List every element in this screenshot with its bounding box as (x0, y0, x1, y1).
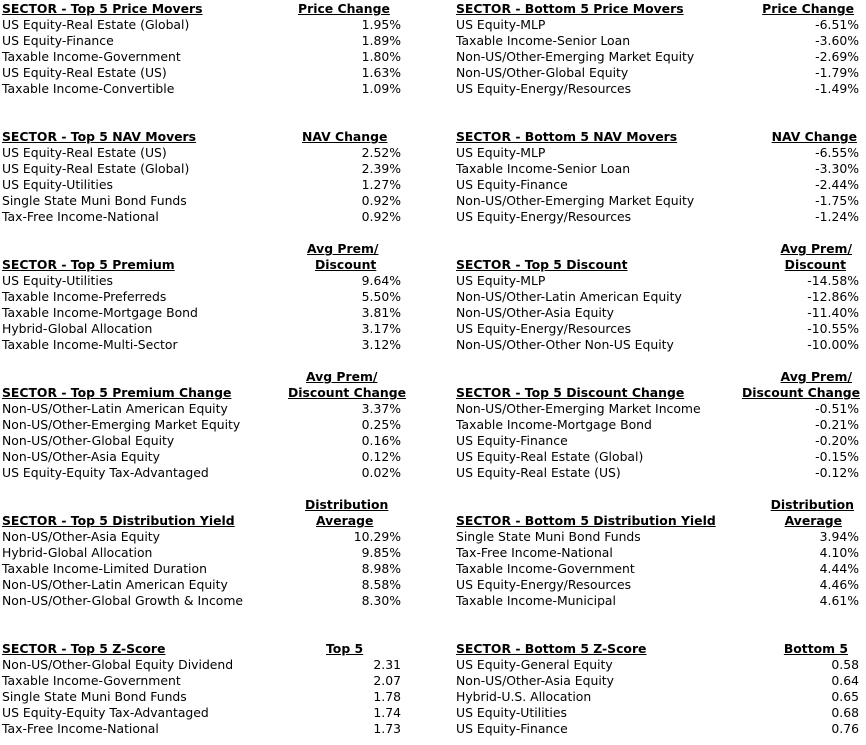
column-header: Avg Prem/ (306, 369, 378, 384)
sector-value: 1.80% (361, 49, 401, 64)
table-row (0, 401, 404, 417)
sector-value: 4.44% (819, 561, 859, 576)
sector-name: US Equity-Finance (2, 33, 114, 48)
table-row (0, 577, 404, 593)
sector-value: 8.58% (361, 577, 401, 592)
sector-value: 0.58 (831, 657, 859, 672)
sector-value: -1.79% (815, 65, 859, 80)
table-row (0, 529, 404, 545)
sector-name: US Equity-Real Estate (Global) (456, 449, 644, 464)
sector-name: US Equity-Energy/Resources (456, 577, 632, 592)
sector-value: -6.55% (815, 145, 859, 160)
table-row (0, 145, 404, 161)
table-row (454, 561, 862, 577)
sector-value: 0.64 (831, 673, 859, 688)
column-header: Bottom 5 (783, 641, 848, 656)
section-title: SECTOR - Bottom 5 Z-Score (456, 641, 647, 656)
sector-name: Non-US/Other-Latin American Equity (456, 289, 682, 304)
sector-value: -0.20% (815, 433, 859, 448)
sector-name: Taxable Income-Mortgage Bond (2, 305, 198, 320)
sector-value: 1.63% (361, 65, 401, 80)
column-header: Top 5 (326, 641, 364, 656)
top-z-score-section (0, 641, 404, 737)
sector-name: US Equity-Utilities (2, 273, 113, 288)
sector-name: US Equity-Energy/Resources (456, 321, 632, 336)
sector-name: Taxable Income-Limited Duration (2, 561, 207, 576)
table-row (454, 65, 862, 81)
table-row (0, 305, 404, 321)
sector-name: Tax-Free Income-National (2, 721, 159, 736)
sector-name: Non-US/Other-Asia Equity (2, 449, 160, 464)
bottom-z-score-section (454, 641, 862, 737)
table-row (454, 465, 862, 481)
sector-value: 9.64% (361, 273, 401, 288)
table-row (0, 49, 404, 65)
sector-value: 2.31 (373, 657, 401, 672)
sector-name: Single State Muni Bond Funds (2, 193, 187, 208)
table-row (454, 321, 862, 337)
sector-value: 0.65 (831, 689, 859, 704)
sector-name: Non-US/Other-Emerging Market Equity (456, 193, 695, 208)
table-row (454, 593, 862, 609)
sector-value: 1.89% (361, 33, 401, 48)
column-header: Price Change (762, 1, 854, 16)
table-row (454, 657, 862, 673)
sector-value: 4.10% (819, 545, 859, 560)
sector-value: 3.81% (361, 305, 401, 320)
column-header: Distribution (770, 497, 854, 512)
table-row (0, 593, 404, 609)
sector-name: Non-US/Other-Asia Equity (456, 305, 614, 320)
sector-name: US Equity-Energy/Resources (456, 209, 632, 224)
table-row (454, 81, 862, 97)
table-row (454, 177, 862, 193)
sector-name: Taxable Income-Multi-Sector (2, 337, 178, 352)
sector-value: -1.75% (815, 193, 859, 208)
section-title: SECTOR - Bottom 5 NAV Movers (456, 129, 678, 144)
sector-name: Non-US/Other-Global Equity (2, 433, 175, 448)
sector-name: Non-US/Other-Emerging Market Equity (2, 417, 241, 432)
table-row (0, 81, 404, 97)
sector-name: US Equity-Equity Tax-Advantaged (2, 465, 209, 480)
sector-value: -1.49% (815, 81, 859, 96)
table-row (0, 177, 404, 193)
section-title: SECTOR - Top 5 Price Movers (2, 1, 203, 16)
sector-value: -0.21% (815, 417, 859, 432)
sector-value: 0.25% (361, 417, 401, 432)
section-title: SECTOR - Top 5 Distribution Yield (2, 513, 235, 528)
column-header: Price Change (298, 1, 390, 16)
sector-name: Non-US/Other-Latin American Equity (2, 577, 228, 592)
table-row (0, 65, 404, 81)
sector-value: -12.86% (807, 289, 859, 304)
sector-name: US Equity-General Equity (456, 657, 613, 672)
table-row (454, 433, 862, 449)
sector-name: Non-US/Other-Latin American Equity (2, 401, 228, 416)
sector-value: 0.92% (361, 209, 401, 224)
table-row (454, 449, 862, 465)
sector-value: 1.09% (361, 81, 401, 96)
table-row (0, 657, 404, 673)
sector-value: -10.00% (807, 337, 859, 352)
sector-name: US Equity-Utilities (456, 705, 567, 720)
sector-value: 0.02% (361, 465, 401, 480)
section-title: SECTOR - Bottom 5 Price Movers (456, 1, 684, 16)
sector-value: 4.46% (819, 577, 859, 592)
sector-name: Taxable Income-Government (2, 49, 181, 64)
table-row (0, 289, 404, 305)
sector-value: 0.16% (361, 433, 401, 448)
sector-value: 3.17% (361, 321, 401, 336)
bottom-distribution-yield-section (454, 497, 862, 609)
table-row (454, 161, 862, 177)
sector-value: 3.94% (819, 529, 859, 544)
sector-value: 3.12% (361, 337, 401, 352)
column-header: Discount (315, 257, 377, 272)
sector-value: 3.37% (361, 401, 401, 416)
table-row (454, 545, 862, 561)
section-title: SECTOR - Top 5 Discount (456, 257, 628, 272)
sector-value: 0.76 (831, 721, 859, 736)
sector-value: -14.58% (807, 273, 859, 288)
section-title: SECTOR - Top 5 Discount Change (456, 385, 685, 400)
sector-name: US Equity-MLP (456, 273, 546, 288)
sector-name: Single State Muni Bond Funds (456, 529, 641, 544)
sector-name: US Equity-Real Estate (US) (456, 465, 621, 480)
bottom-nav-movers-section (454, 129, 862, 225)
sector-value: 0.68 (831, 705, 859, 720)
sector-name: Non-US/Other-Global Equity Dividend (2, 657, 234, 672)
top-premium-change-section (0, 369, 407, 481)
sector-value: 1.27% (361, 177, 401, 192)
table-row (454, 689, 862, 705)
sector-value: -11.40% (807, 305, 859, 320)
sector-name: US Equity-MLP (456, 17, 546, 32)
section-title: SECTOR - Top 5 Z-Score (2, 641, 166, 656)
sector-name: Tax-Free Income-National (2, 209, 159, 224)
table-row (454, 401, 862, 417)
sector-name: US Equity-MLP (456, 145, 546, 160)
sector-name: US Equity-Finance (456, 433, 568, 448)
bottom-price-movers-section (454, 1, 862, 97)
table-row (0, 193, 404, 209)
sector-name: US Equity-Utilities (2, 177, 113, 192)
table-row (0, 545, 404, 561)
sector-name: Taxable Income-Convertible (2, 81, 175, 96)
section-title: SECTOR - Top 5 Premium Change (2, 385, 232, 400)
column-header: Avg Prem/ (307, 241, 379, 256)
sector-value: -1.24% (815, 209, 859, 224)
table-row (0, 17, 404, 33)
table-row (0, 33, 404, 49)
sector-value: 10.29% (353, 529, 401, 544)
sector-value: 2.39% (361, 161, 401, 176)
sector-name: Non-US/Other-Emerging Market Income (456, 401, 701, 416)
top-nav-movers-section (0, 129, 404, 225)
sector-value: 8.98% (361, 561, 401, 576)
sector-name: Non-US/Other-Asia Equity (2, 529, 160, 544)
table-row (454, 145, 862, 161)
sector-value: -0.15% (815, 449, 859, 464)
top-premium-section (0, 241, 404, 353)
sector-name: Hybrid-Global Allocation (2, 545, 153, 560)
sector-value: -6.51% (815, 17, 859, 32)
sector-name: Non-US/Other-Emerging Market Equity (456, 49, 695, 64)
sector-name: US Equity-Equity Tax-Advantaged (2, 705, 209, 720)
table-row (0, 161, 404, 177)
section-title: SECTOR - Top 5 NAV Movers (2, 129, 197, 144)
table-row (0, 449, 404, 465)
column-header: Discount (784, 257, 846, 272)
column-header: NAV Change (302, 129, 388, 144)
table-row (454, 577, 862, 593)
sector-value: -2.44% (815, 177, 859, 192)
sector-value: 1.78 (373, 689, 401, 704)
sector-name: Taxable Income-Senior Loan (456, 161, 631, 176)
sector-value: -2.69% (815, 49, 859, 64)
sector-name: Non-US/Other-Other Non-US Equity (456, 337, 674, 352)
sector-name: Hybrid-U.S. Allocation (456, 689, 592, 704)
table-row (0, 417, 404, 433)
table-row (0, 209, 404, 225)
sector-value: 1.95% (361, 17, 401, 32)
table-row (0, 321, 404, 337)
sector-value: -3.30% (815, 161, 859, 176)
column-header: Discount Change (288, 385, 407, 400)
table-row (0, 337, 404, 353)
sector-name: US Equity-Real Estate (Global) (2, 17, 190, 32)
sector-value: 4.61% (819, 593, 859, 608)
column-header: NAV Change (771, 129, 857, 144)
sector-value: -0.51% (815, 401, 859, 416)
sector-value: 2.07 (373, 673, 401, 688)
table-row (454, 17, 862, 33)
table-row (454, 705, 862, 721)
table-row (454, 289, 862, 305)
sector-name: US Equity-Real Estate (Global) (2, 161, 190, 176)
column-header: Avg Prem/ (780, 369, 852, 384)
table-row (0, 465, 404, 481)
column-header: Average (784, 513, 842, 528)
sector-name: US Equity-Energy/Resources (456, 81, 632, 96)
sector-name: Tax-Free Income-National (456, 545, 613, 560)
table-row (454, 33, 862, 49)
table-row (0, 721, 404, 737)
top-discount-section (454, 241, 862, 353)
sector-value: 8.30% (361, 593, 401, 608)
table-row (0, 673, 404, 689)
table-row (454, 529, 862, 545)
table-row (454, 673, 862, 689)
sector-name: Taxable Income-Senior Loan (456, 33, 631, 48)
section-title: SECTOR - Bottom 5 Distribution Yield (456, 513, 716, 528)
table-row (454, 721, 862, 737)
column-header: Avg Prem/ (780, 241, 852, 256)
sector-name: Single State Muni Bond Funds (2, 689, 187, 704)
sector-name: Taxable Income-Government (456, 561, 635, 576)
section-title: SECTOR - Top 5 Premium (2, 257, 175, 272)
table-row (0, 561, 404, 577)
sector-name: US Equity-Real Estate (US) (2, 145, 167, 160)
top-discount-change-section (454, 369, 862, 481)
sector-name: Taxable Income-Mortgage Bond (456, 417, 652, 432)
sector-name: Non-US/Other-Global Equity (456, 65, 629, 80)
table-row (0, 705, 404, 721)
sector-name: Non-US/Other-Asia Equity (456, 673, 614, 688)
top-distribution-yield-section (0, 497, 404, 609)
table-row (0, 433, 404, 449)
sector-value: 5.50% (361, 289, 401, 304)
sector-value: -0.12% (815, 465, 859, 480)
sector-name: US Equity-Finance (456, 177, 568, 192)
top-price-movers-section (0, 1, 404, 97)
sector-value: 9.85% (361, 545, 401, 560)
sector-value: 1.74 (373, 705, 401, 720)
sector-value: -3.60% (815, 33, 859, 48)
sector-value: 2.52% (361, 145, 401, 160)
sector-value: 1.73 (373, 721, 401, 736)
table-row (454, 49, 862, 65)
sector-value: 0.92% (361, 193, 401, 208)
column-header: Average (316, 513, 374, 528)
sector-name: Taxable Income-Municipal (456, 593, 616, 608)
sector-name: US Equity-Real Estate (US) (2, 65, 167, 80)
table-row (454, 193, 862, 209)
column-header: Distribution (305, 497, 389, 512)
sector-name: Hybrid-Global Allocation (2, 321, 153, 336)
table-row (454, 305, 862, 321)
sector-name: Non-US/Other-Global Growth & Income (2, 593, 244, 608)
sector-name: Taxable Income-Preferreds (2, 289, 167, 304)
column-header: Discount Change (741, 385, 860, 400)
sector-value: -10.55% (807, 321, 859, 336)
table-row (454, 337, 862, 353)
sector-name: Taxable Income-Government (2, 673, 181, 688)
table-row (454, 417, 862, 433)
sector-name: US Equity-Finance (456, 721, 568, 736)
table-row (0, 273, 404, 289)
table-row (454, 273, 862, 289)
sector-value: 0.12% (361, 449, 401, 464)
table-row (454, 209, 862, 225)
table-row (0, 689, 404, 705)
